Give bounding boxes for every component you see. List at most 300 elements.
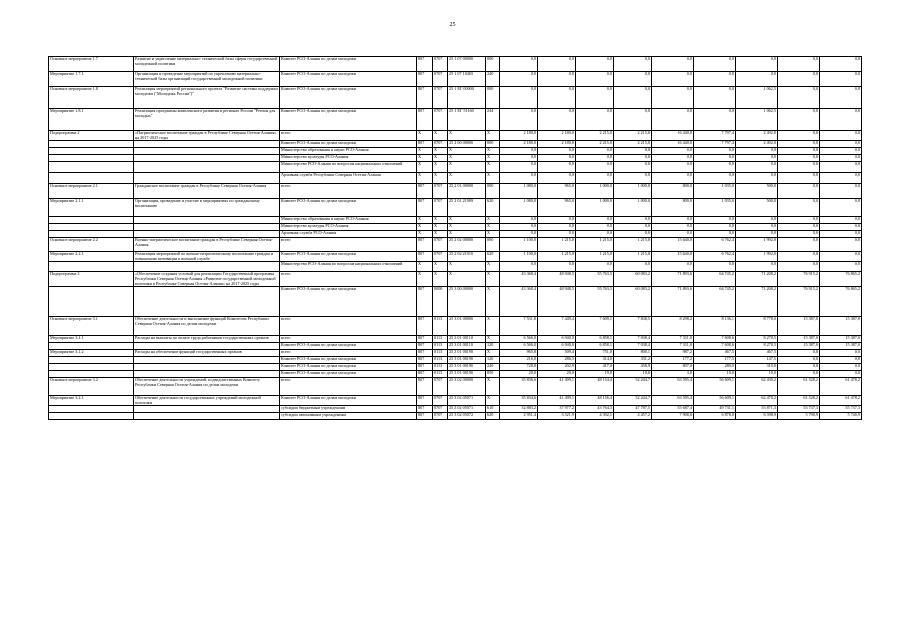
cell-value: 0,0 xyxy=(778,72,820,87)
cell-value: 509,4 xyxy=(538,350,576,357)
cell-csr: 25 3 01 00190 xyxy=(448,350,486,357)
cell-exec: Комитет РСО-Алания по делам молодежи xyxy=(280,371,417,378)
cell-value: 16 440,0 xyxy=(652,141,694,148)
cell-grbs: 807 xyxy=(417,343,433,350)
table-row xyxy=(49,109,862,131)
cell-value: 0,0 xyxy=(500,155,538,162)
cell-csr: X xyxy=(448,224,486,231)
cell-value: 0,0 xyxy=(694,173,736,184)
cell-name xyxy=(134,173,280,184)
cell-value: 60 083,2 xyxy=(614,287,652,317)
cell-name xyxy=(134,364,280,371)
cell-value: 0,0 xyxy=(820,57,862,72)
cell-name xyxy=(134,371,280,378)
cell-value: 0,0 xyxy=(500,72,538,87)
cell-rzpr: 0113 xyxy=(433,336,448,343)
cell-rzpr: 0707 xyxy=(433,72,448,87)
cell-rzpr: 0707 xyxy=(433,184,448,199)
cell-vr: 000 xyxy=(486,238,500,252)
cell-value: 0,0 xyxy=(694,231,736,238)
cell-value: 0,0 xyxy=(778,371,820,378)
cell-rzpr: 0000 xyxy=(433,287,448,317)
cell-value: 0,0 xyxy=(736,155,778,162)
cell-exec: Комитет РСО-Алания по делам молодежи xyxy=(280,87,417,109)
cell-name xyxy=(134,413,280,420)
table-row xyxy=(49,238,862,252)
cell-csr: X xyxy=(448,272,486,287)
cell-value: 56 609,1 xyxy=(694,396,736,406)
cell-exec: Министерство РСО-Алания по вопросам национальных отношений xyxy=(280,162,417,173)
cell-label: Основное мероприятие 2.2 xyxy=(49,238,134,252)
cell-value: 0,0 xyxy=(576,224,614,231)
cell-value: 8 270,5 xyxy=(736,343,778,350)
cell-value: 5 790,9 xyxy=(778,413,820,420)
cell-name: Гражданское воспитание граждан в Республике Северная Осетия-Алания xyxy=(134,184,280,199)
cell-name xyxy=(134,357,280,364)
cell-value: 987,2 xyxy=(652,350,694,357)
cell-value: 467,5 xyxy=(736,350,778,357)
cell-label xyxy=(49,148,134,155)
cell-rzpr: X xyxy=(433,131,448,141)
cell-value: 0,0 xyxy=(820,224,862,231)
cell-value: 0,0 xyxy=(694,87,736,109)
cell-value: 43 368,4 xyxy=(500,272,538,287)
cell-exec: всего xyxy=(280,336,417,343)
cell-csr: 25 3 00 00000 xyxy=(448,287,486,317)
cell-name xyxy=(134,155,280,162)
cell-label xyxy=(49,224,134,231)
cell-vr: 620 xyxy=(486,413,500,420)
cell-value: 15 640,0 xyxy=(652,238,694,252)
cell-value: 8 298,2 xyxy=(652,317,694,336)
cell-value: 467,5 xyxy=(694,350,736,357)
table-row xyxy=(49,252,862,262)
cell-rzpr: X xyxy=(433,148,448,155)
cell-value: 286,5 xyxy=(538,357,576,364)
cell-value: 76 865,2 xyxy=(820,287,862,317)
cell-value: 965,0 xyxy=(538,184,576,199)
cell-value: 0,0 xyxy=(694,109,736,131)
cell-value: 2 180,0 xyxy=(538,141,576,148)
cell-csr: 25 1 ЕГ 51160 xyxy=(448,109,486,131)
cell-csr: X xyxy=(448,155,486,162)
cell-value: 0,0 xyxy=(820,131,862,141)
cell-vr: X xyxy=(486,317,500,336)
cell-value: 71 208,2 xyxy=(736,287,778,317)
cell-value: 0,0 xyxy=(778,217,820,224)
cell-value: 147,5 xyxy=(736,357,778,364)
cell-name xyxy=(134,287,280,317)
cell-value: 48 948,5 xyxy=(538,272,576,287)
table-row xyxy=(49,87,862,109)
cell-value: 71 208,2 xyxy=(736,272,778,287)
cell-value: 0,0 xyxy=(614,148,652,155)
cell-grbs: 807 xyxy=(417,287,433,317)
cell-name xyxy=(134,262,280,272)
cell-vr: 240 xyxy=(486,364,500,371)
cell-value: 35 836,6 xyxy=(500,378,538,396)
cell-grbs: 807 xyxy=(417,252,433,262)
cell-rzpr: X xyxy=(433,217,448,224)
cell-exec: Комитет РСО-Алания по делам молодежи xyxy=(280,364,417,371)
cell-value: 0,0 xyxy=(538,173,576,184)
cell-value: 6 566,0 xyxy=(500,336,538,343)
cell-name: Реализация мероприятий по военно-патриотическому воспитанию граждан и повышению мотивации к военной службе xyxy=(134,252,280,262)
cell-value: 751,0 xyxy=(576,350,614,357)
cell-csr: 25 1 ЕГ 00000 xyxy=(448,87,486,109)
cell-value: 64 745,2 xyxy=(694,287,736,317)
cell-value: 0,0 xyxy=(778,238,820,252)
cell-value: 0,0 xyxy=(820,350,862,357)
cell-value: 41 499,1 xyxy=(538,378,576,396)
cell-exec: Комитет РСО-Алания по делам молодежи xyxy=(280,57,417,72)
cell-grbs: 807 xyxy=(417,336,433,343)
cell-rzpr: 0113 xyxy=(433,317,448,336)
cell-value: 1 215,0 xyxy=(538,252,576,262)
cell-value: 2 215,0 xyxy=(614,131,652,141)
cell-rzpr: 0707 xyxy=(433,199,448,217)
cell-value: 0,0 xyxy=(820,184,862,199)
table-row xyxy=(49,396,862,406)
cell-value: 728,8 xyxy=(500,364,538,371)
cell-grbs: 807 xyxy=(417,72,433,87)
cell-csr: 25 3 02 05071 xyxy=(448,406,486,413)
cell-name: Реализация мероприятий регионального проекта "Развитие системы поддержки молодежи ("Молодежь России")" xyxy=(134,87,280,109)
cell-value: 7 038,4 xyxy=(614,336,652,343)
cell-value: 7 311,0 xyxy=(652,343,694,350)
table-row xyxy=(49,262,862,272)
cell-value: 1 000,0 xyxy=(576,199,614,217)
cell-label: Подпрограмма 2 xyxy=(49,131,134,141)
cell-vr: X xyxy=(486,378,500,396)
cell-rzpr: 0707 xyxy=(433,252,448,262)
cell-value: 0,0 xyxy=(576,162,614,173)
cell-name: Организация и проведение мероприятий по укреплению материально-технической базы организаций государственной молодежной политики xyxy=(134,72,280,87)
table-row xyxy=(49,224,862,231)
cell-value: 1 035,0 xyxy=(694,184,736,199)
cell-label xyxy=(49,141,134,148)
cell-value: 0,0 xyxy=(614,57,652,72)
cell-grbs: X xyxy=(417,131,433,141)
cell-value: 6 566,0 xyxy=(500,343,538,350)
cell-vr: X xyxy=(486,162,500,173)
cell-value: 0,0 xyxy=(694,72,736,87)
cell-name: Обеспечение деятельности учреждений, подведомственных Комитету Республики Северная Осетия-Алания по делам молодежи xyxy=(134,378,280,396)
cell-value: 1 215,0 xyxy=(576,252,614,262)
cell-csr: X xyxy=(448,231,486,238)
cell-label xyxy=(49,371,134,378)
cell-value: 15 387,0 xyxy=(778,317,820,336)
cell-value: 0,0 xyxy=(652,155,694,162)
cell-value: 0,0 xyxy=(576,109,614,131)
cell-value: 0,0 xyxy=(736,173,778,184)
cell-csr: X xyxy=(448,262,486,272)
cell-name: «Обеспечение создания условий для реализации Государственной программы Республики Северная Осетия-Алания «Развитие государственной молодежной политики в Республике Северная Осетия-Алания» на 2017-2025 годы xyxy=(134,272,280,287)
cell-value: 0,0 xyxy=(694,57,736,72)
cell-value: 331,2 xyxy=(614,357,652,364)
table-row xyxy=(49,272,862,287)
cell-value: 3 521,9 xyxy=(538,413,576,420)
cell-rzpr: 0707 xyxy=(433,57,448,72)
cell-value: 0,0 xyxy=(576,217,614,224)
cell-value: 6 598,9 xyxy=(736,413,778,420)
cell-value: 0,0 xyxy=(652,109,694,131)
cell-vr: X xyxy=(486,272,500,287)
cell-grbs: X xyxy=(417,217,433,224)
table-row xyxy=(49,155,862,162)
table-row xyxy=(49,217,862,224)
table-row xyxy=(49,364,862,371)
cell-label: Мероприятие 2.1.1 xyxy=(49,199,134,217)
cell-value: 0,0 xyxy=(736,72,778,87)
cell-value: 10,0 xyxy=(736,371,778,378)
cell-value: 500,0 xyxy=(736,199,778,217)
cell-label xyxy=(49,162,134,173)
cell-value: 0,0 xyxy=(614,217,652,224)
cell-value: 500,0 xyxy=(736,184,778,199)
cell-value: 6 762,4 xyxy=(694,252,736,262)
cell-csr: 25 3 02 00000 xyxy=(448,378,486,396)
cell-value: 0,0 xyxy=(820,262,862,272)
cell-value: 0,0 xyxy=(820,148,862,155)
cell-value: 0,0 xyxy=(778,231,820,238)
cell-value: 1 062,5 xyxy=(736,87,778,109)
table-row xyxy=(49,357,862,364)
cell-grbs: 807 xyxy=(417,357,433,364)
cell-csr: 25 2 02 21910 xyxy=(448,252,486,262)
cell-value: 7 531,8 xyxy=(500,317,538,336)
cell-vr: 620 xyxy=(486,252,500,262)
cell-exec: Комитет РСО-Алания по делам молодежи xyxy=(280,287,417,317)
cell-vr: X xyxy=(486,148,500,155)
cell-vr: 000 xyxy=(486,184,500,199)
cell-csr: 25 2 01 21909 xyxy=(448,199,486,217)
cell-value: 61 528,2 xyxy=(778,396,820,406)
cell-value: 55 687,4 xyxy=(652,406,694,413)
cell-label: Мероприятие 3.2.1 xyxy=(49,396,134,406)
cell-value: 0,0 xyxy=(500,162,538,173)
cell-value: 52 244,7 xyxy=(614,378,652,396)
table-row xyxy=(49,343,862,350)
cell-csr: 25 3 01 00000 xyxy=(448,317,486,336)
cell-value: 0,0 xyxy=(576,231,614,238)
cell-value: 7 449,4 xyxy=(538,317,576,336)
cell-label: Мероприятие 3.1.1 xyxy=(49,336,134,343)
cell-value: 2 951,4 xyxy=(500,413,538,420)
cell-value: 7 609,1 xyxy=(576,317,614,336)
cell-rzpr: 0113 xyxy=(433,357,448,364)
cell-grbs: 807 xyxy=(417,364,433,371)
cell-value: 1 215,0 xyxy=(538,238,576,252)
cell-rzpr: 0707 xyxy=(433,406,448,413)
cell-label: Мероприятие 1.8.1 xyxy=(49,109,134,131)
table-row xyxy=(49,148,862,155)
cell-vr: X xyxy=(486,231,500,238)
table-row xyxy=(49,199,862,217)
cell-value: 0,0 xyxy=(614,224,652,231)
cell-csr: 25 2 00 00000 xyxy=(448,141,486,148)
cell-value: 10,0 xyxy=(694,371,736,378)
cell-label: Основное мероприятие 1.8 xyxy=(49,87,134,109)
cell-value: 7 038,4 xyxy=(614,343,652,350)
budget-table xyxy=(48,56,862,420)
cell-exec: всего xyxy=(280,184,417,199)
table-row xyxy=(49,231,862,238)
cell-value: 2 215,0 xyxy=(576,141,614,148)
cell-label xyxy=(49,406,134,413)
cell-value: 0,0 xyxy=(652,162,694,173)
cell-name xyxy=(134,406,280,413)
cell-value: 15 387,0 xyxy=(820,343,862,350)
cell-value: 0,0 xyxy=(652,57,694,72)
cell-value: 0,0 xyxy=(614,162,652,173)
cell-vr: 850 xyxy=(486,371,500,378)
cell-value: 47 787,5 xyxy=(614,406,652,413)
cell-value: 1 000,0 xyxy=(614,184,652,199)
cell-value: 55 737,3 xyxy=(820,406,862,413)
cell-grbs: 807 xyxy=(417,87,433,109)
cell-value: 55 763,5 xyxy=(576,272,614,287)
cell-value: 0,0 xyxy=(614,87,652,109)
cell-value: 0,0 xyxy=(778,148,820,155)
cell-value: 6 858,1 xyxy=(576,336,614,343)
cell-value: 0,0 xyxy=(538,231,576,238)
cell-rzpr: 0707 xyxy=(433,378,448,396)
cell-label: Мероприятие 3.1.2 xyxy=(49,350,134,357)
cell-grbs: 807 xyxy=(417,371,433,378)
cell-value: 458,9 xyxy=(614,364,652,371)
cell-vr: 000 xyxy=(486,57,500,72)
cell-label xyxy=(49,231,134,238)
cell-csr: X xyxy=(448,162,486,173)
cell-value: 0,0 xyxy=(736,162,778,173)
table-row xyxy=(49,141,862,148)
cell-csr: X xyxy=(448,148,486,155)
cell-value: 4 457,2 xyxy=(614,413,652,420)
cell-value: 43 368,4 xyxy=(500,287,538,317)
cell-vr: X xyxy=(486,217,500,224)
cell-value: 177,2 xyxy=(652,357,694,364)
cell-value: 0,0 xyxy=(820,371,862,378)
cell-vr: X xyxy=(486,173,500,184)
cell-name: Обеспечение деятельности и выполнение функций Комитетом Республики Северная Осетия-Алания по делам молодежи xyxy=(134,317,280,336)
cell-value: 0,0 xyxy=(778,364,820,371)
cell-value: 15 387,0 xyxy=(778,336,820,343)
cell-value: 32 883,2 xyxy=(500,406,538,413)
cell-value: 0,0 xyxy=(736,217,778,224)
table-row xyxy=(49,131,862,141)
cell-value: 63 595,4 xyxy=(652,378,694,396)
cell-grbs: 807 xyxy=(417,350,433,357)
cell-name xyxy=(134,217,280,224)
cell-value: 0,0 xyxy=(820,364,862,371)
cell-value: 20,0 xyxy=(538,371,576,378)
cell-value: 0,0 xyxy=(694,262,736,272)
cell-csr: 25 1 07 00000 xyxy=(448,57,486,72)
cell-value: 216,0 xyxy=(500,357,538,364)
cell-name xyxy=(134,141,280,148)
cell-value: 0,0 xyxy=(500,224,538,231)
cell-value: 965,0 xyxy=(538,199,576,217)
cell-value: 16 440,0 xyxy=(652,131,694,141)
cell-exec: всего xyxy=(280,378,417,396)
cell-exec: Архивная служба РСО-Алания xyxy=(280,231,417,238)
cell-name xyxy=(134,148,280,155)
cell-value: 48 156,4 xyxy=(576,396,614,406)
cell-rzpr: X xyxy=(433,173,448,184)
cell-grbs: 807 xyxy=(417,57,433,72)
cell-value: 0,0 xyxy=(778,350,820,357)
cell-exec: Комитет РСО-Алания по делам молодежи xyxy=(280,141,417,148)
cell-value: 1 215,0 xyxy=(614,252,652,262)
cell-exec: Комитет РСО-Алания по делам молодежи xyxy=(280,72,417,87)
cell-value: 55 871,3 xyxy=(736,406,778,413)
cell-csr: 25 3 02 05072 xyxy=(448,413,486,420)
cell-value: 0,0 xyxy=(778,109,820,131)
cell-exec: Комитет РСО-Алания по делам молодежи xyxy=(280,199,417,217)
cell-label xyxy=(49,155,134,162)
cell-value: 37 977,2 xyxy=(538,406,576,413)
cell-csr: 25 3 01 00110 xyxy=(448,343,486,350)
cell-exec: Министерство образования и науки РСО-Алания xyxy=(280,217,417,224)
cell-label: Основное мероприятие 1.7 xyxy=(49,57,134,72)
cell-name: Обеспечение деятельности государственных учреждений молодежной политики xyxy=(134,396,280,406)
cell-name: Реализация программы комплексного развития в регионах России "Регион для молодых" xyxy=(134,109,280,131)
cell-value: 6 940,0 xyxy=(538,336,576,343)
cell-value: 0,0 xyxy=(538,262,576,272)
cell-value: 0,0 xyxy=(820,155,862,162)
cell-value: 0,0 xyxy=(614,72,652,87)
table-row xyxy=(49,406,862,413)
cell-rzpr: 0707 xyxy=(433,413,448,420)
cell-value: 1 000,0 xyxy=(614,199,652,217)
cell-value: 0,0 xyxy=(694,224,736,231)
cell-grbs: 807 xyxy=(417,238,433,252)
cell-csr: X xyxy=(448,131,486,141)
cell-value: 10,0 xyxy=(614,371,652,378)
cell-value: 0,0 xyxy=(778,57,820,72)
cell-exec: всего xyxy=(280,131,417,141)
cell-vr: X xyxy=(486,224,500,231)
cell-value: 1 062,5 xyxy=(736,109,778,131)
cell-value: 800,1 xyxy=(614,350,652,357)
cell-value: 19,0 xyxy=(576,371,614,378)
cell-vr: 244 xyxy=(486,109,500,131)
cell-value: 7 608,6 xyxy=(694,343,736,350)
cell-csr: 25 3 01 00190 xyxy=(448,357,486,364)
cell-label: Основное мероприятие 2.1 xyxy=(49,184,134,199)
cell-value: 0,0 xyxy=(538,57,576,72)
cell-vr: 240 xyxy=(486,72,500,87)
cell-value: 0,0 xyxy=(820,87,862,109)
cell-exec: Комитет РСО-Алания по делам молодежи xyxy=(280,396,417,406)
cell-grbs: 807 xyxy=(417,378,433,396)
cell-value: 0,0 xyxy=(538,87,576,109)
cell-value: 64 745,2 xyxy=(694,272,736,287)
cell-value: 0,0 xyxy=(820,231,862,238)
cell-grbs: X xyxy=(417,231,433,238)
cell-value: 0,0 xyxy=(778,224,820,231)
cell-csr: X xyxy=(448,217,486,224)
cell-grbs: X xyxy=(417,262,433,272)
cell-value: 0,0 xyxy=(538,224,576,231)
cell-value: 0,0 xyxy=(736,148,778,155)
cell-label: Мероприятие 1.7.1 xyxy=(49,72,134,87)
cell-exec: всего xyxy=(280,350,417,357)
cell-value: 0,0 xyxy=(820,357,862,364)
cell-vr: 610 xyxy=(486,406,500,413)
cell-value: 15 387,0 xyxy=(820,336,862,343)
